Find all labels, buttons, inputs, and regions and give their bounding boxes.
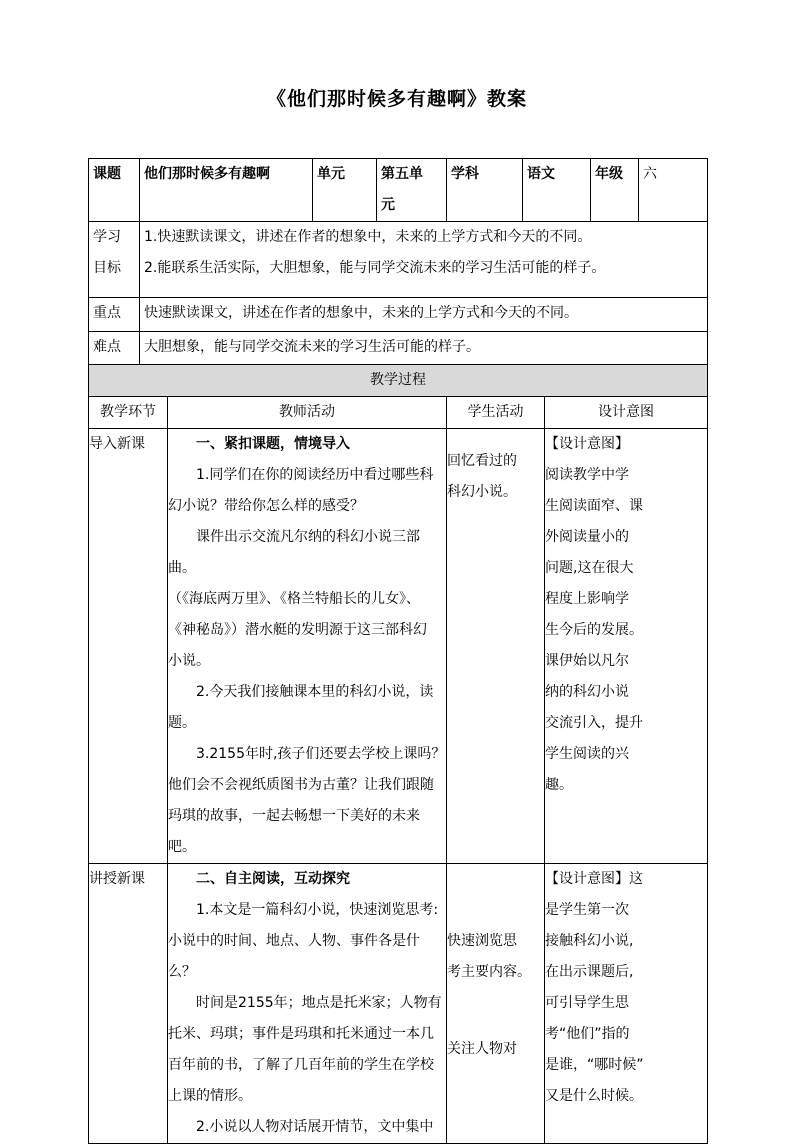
teacher-heading: 一、紧扣课题，情境导入	[196, 436, 350, 452]
teacher-line: 小说中的时间、地点、人物、事件各是什么？	[168, 933, 420, 980]
difficulty-label: 难点	[89, 332, 140, 365]
teacher-line: 上课的情形。	[168, 1088, 252, 1104]
teacher-heading: 二、自主阅读，互动探究	[196, 871, 350, 887]
key-point-row	[89, 298, 708, 332]
col-design-header: 设计意图	[545, 397, 708, 429]
teacher-line: 1.同学们在你的阅读经历中看过哪些科	[196, 467, 434, 483]
goals-label-line1: 学习	[93, 229, 121, 245]
unit-value-line2: 元	[381, 197, 395, 213]
design-line: 趣。	[545, 777, 573, 793]
student-lines-2	[447, 1034, 544, 1065]
subject-value: 语文	[523, 159, 591, 222]
column-header-row	[89, 397, 708, 429]
goals-row	[89, 222, 708, 298]
process-header-row	[89, 365, 708, 397]
goals-text	[140, 222, 708, 298]
topic-label: 课题	[89, 159, 140, 222]
unit-value-line1: 第五单	[381, 166, 423, 182]
grade-value: 六	[639, 159, 708, 222]
design-line: 【设计意图】	[545, 436, 629, 452]
teacher-line: （《海底两万里》、《格兰特船长的儿女》、	[168, 591, 420, 607]
design-line: 是学生第一次	[545, 902, 629, 918]
difficulty-row	[89, 332, 708, 365]
goals-label-line2: 目标	[93, 260, 121, 276]
goals-label	[89, 222, 140, 298]
design-line: 学生阅读的兴	[545, 746, 629, 762]
student-line: 考主要内容。	[447, 964, 531, 980]
design-line: 可引导学生思	[545, 995, 629, 1011]
design-line: 课伊始以凡尔	[545, 653, 629, 669]
process-header: 教学过程	[89, 365, 708, 397]
teacher-line: 他们会不会视纸质图书为古董？让我们跟随	[168, 777, 434, 793]
teacher-line: 托米、玛琪；事件是玛琪和托米通过一本几	[168, 1026, 434, 1042]
student-activity-cell	[447, 429, 545, 864]
grade-label: 年级	[591, 159, 639, 222]
teacher-line: 2.小说以人物对话展开情节，文中集中	[196, 1119, 434, 1135]
teacher-line: 课件出示交流凡尔纳的科幻小说三部曲。	[168, 529, 420, 576]
stage-cell: 导入新课	[89, 429, 168, 864]
subject-label: 学科	[447, 159, 523, 222]
teacher-line: 小说。	[168, 653, 210, 669]
design-line: 在出示课题后,	[545, 964, 634, 980]
teacher-lines	[168, 460, 446, 863]
design-line: 是谁，“哪时候”	[545, 1057, 644, 1073]
teacher-activity-cell	[168, 429, 447, 864]
teacher-line: 百年前的书，了解了几百年前的学生在学校	[168, 1057, 434, 1073]
unit-label: 单元	[313, 159, 377, 222]
design-line: 【设计意图】这	[545, 871, 643, 887]
student-line: 科幻小说。	[447, 484, 517, 500]
teacher-line: 玛琪的故事，一起去畅想一下美好的未来吧。	[168, 808, 420, 855]
teacher-line: 3.2155年时,孩子们还要去学校上课吗？	[196, 746, 446, 762]
col-stage-header: 教学环节	[89, 397, 168, 429]
teacher-line: 题。	[168, 715, 196, 731]
unit-value	[377, 159, 447, 222]
student-line: 关注人物对	[447, 1041, 517, 1057]
col-teacher-header: 教师活动	[168, 397, 447, 429]
design-intent-cell	[545, 429, 708, 864]
teacher-line: 《神秘岛》）潜水艇的发明源于这三部科幻	[168, 622, 427, 638]
design-line: 外阅读量小的	[545, 529, 629, 545]
student-line: 快速浏览思	[447, 933, 517, 949]
student-activity-cell	[447, 864, 545, 1144]
design-intent-cell	[545, 864, 708, 1144]
design-line: 问题,这在很大	[545, 560, 634, 576]
col-student-header: 学生活动	[447, 397, 545, 429]
design-line: 生阅读面窄、课	[545, 498, 643, 514]
design-line: 生今后的发展。	[545, 622, 643, 638]
teacher-activity-cell	[168, 864, 447, 1144]
student-line: 回忆看过的	[447, 453, 517, 469]
student-lines	[447, 446, 544, 508]
key-point-label: 重点	[89, 298, 140, 332]
goal-line-2: 2.能联系生活实际，大胆想象，能与同学交流未来的学习生活可能的样子。	[144, 260, 606, 276]
design-line: 程度上影响学	[545, 591, 629, 607]
teacher-line: 幻小说？带给你怎么样的感受？	[168, 498, 364, 514]
lesson-plan-table	[88, 158, 708, 1144]
teacher-line: 2.今天我们接触课本里的科幻小说，读	[196, 684, 434, 700]
key-point-text: 快速默读课文，讲述在作者的想象中，未来的上学方式和今天的不同。	[140, 298, 708, 332]
topic-value: 他们那时候多有趣啊	[140, 159, 313, 222]
design-line: 阅读教学中学	[545, 467, 629, 483]
design-line: 考“他们”指的	[545, 1026, 630, 1042]
teacher-line: 时间是2155年；地点是托米家；人物有	[196, 995, 442, 1011]
design-line: 又是什么时候。	[545, 1088, 643, 1104]
difficulty-text: 大胆想象，能与同学交流未来的学习生活可能的样子。	[140, 332, 708, 365]
info-row	[89, 159, 708, 222]
design-line: 接触科幻小说,	[545, 933, 634, 949]
design-lines	[545, 864, 707, 1112]
table-row	[89, 429, 708, 864]
design-lines	[545, 429, 707, 801]
teacher-line: 1.本文是一篇科幻小说，快速浏览思考:	[196, 902, 439, 918]
table-row	[89, 864, 708, 1144]
teacher-lines	[168, 895, 446, 1143]
goal-line-1: 1.快速默读课文，讲述在作者的想象中，未来的上学方式和今天的不同。	[144, 229, 592, 245]
stage-cell: 讲授新课	[89, 864, 168, 1144]
design-line: 纳的科幻小说	[545, 684, 629, 700]
design-line: 交流引入，提升	[545, 715, 643, 731]
student-lines	[447, 926, 544, 988]
document-title: 《他们那时候多有趣啊》教案	[266, 88, 527, 110]
